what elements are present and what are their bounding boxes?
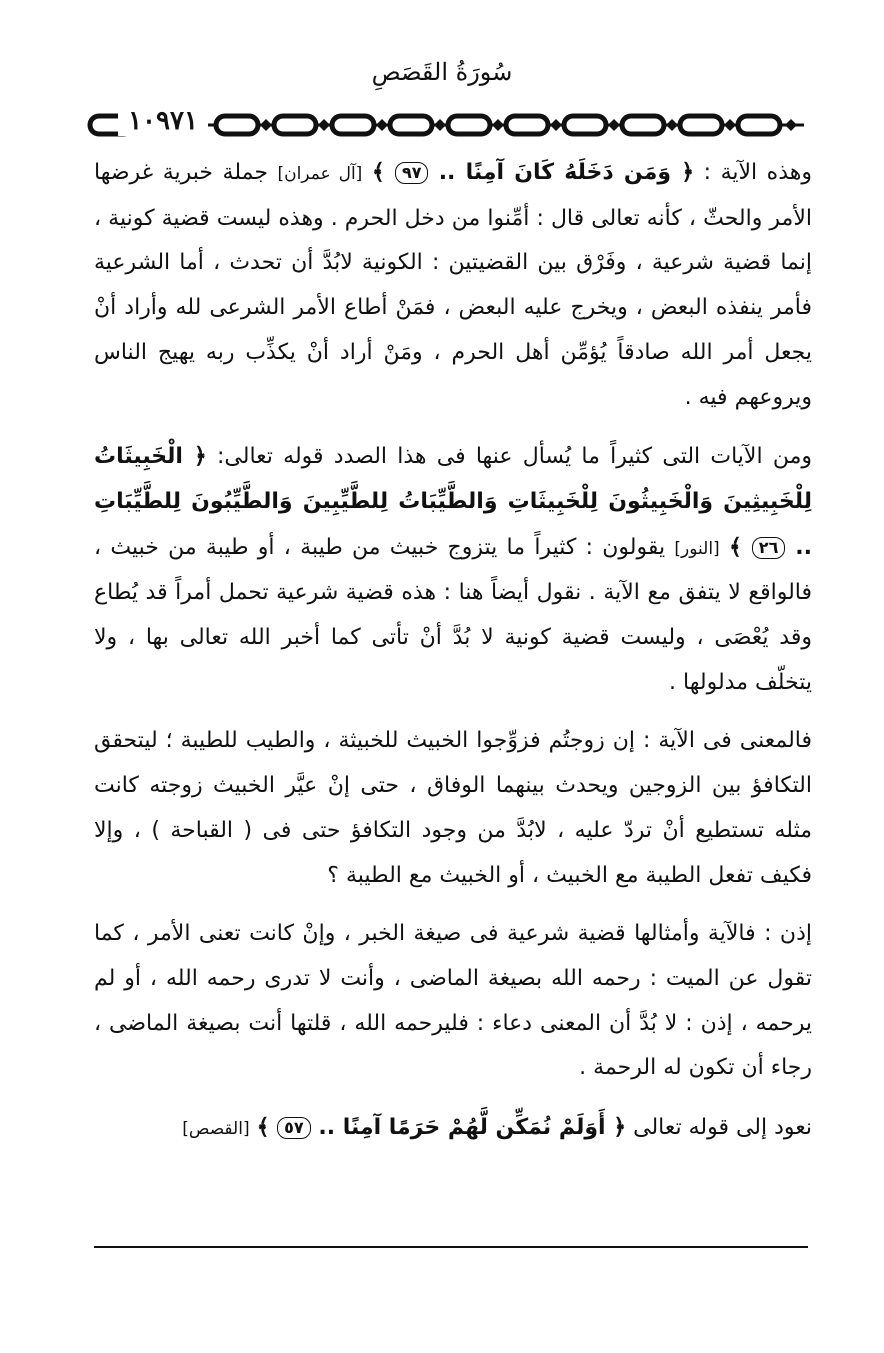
surah-title: سُورَةُ القَصَصِ	[371, 58, 513, 86]
ayah-number-badge: ٢٦	[752, 537, 786, 559]
quran-verse	[257, 1115, 627, 1140]
ayah-number-badge: ٩٧	[395, 162, 429, 184]
page-number: ١٠٩٧١	[118, 106, 208, 136]
paragraph-1	[94, 150, 812, 420]
ornate-bracket-open: ﴿	[193, 443, 207, 470]
main-text	[94, 150, 812, 1152]
verse-source: [النور]	[674, 538, 720, 559]
paragraph-4: إذن : فالآية وأمثالها قضية شرعية فى صيغة الخبر ، وإنْ كانت تعنى الأمر ، كما تقول عن الميت : رحمه الله بصيغة الماضى ، وأنت لا تدرى رحمه الله ، أو لم يرحمه ، إذن : لا بُدَّ أن المعنى دعاء : فليرحمه الله ، قلتها أنت بصيغة الماضى ، رجاء أن تكون له الرحمة .	[94, 921, 812, 1081]
ornate-bracket-open: ﴿	[613, 1114, 627, 1141]
text: جملة خبرية غرضها الأمر والحثّ ، كأنه تعالى قال : أمِّنوا من دخل الحرم . وهذه ليست قضية كونية ، إنما قضية شرعية ، وفَرْق بين القضيتين : الكونية لابُدَّ أن تحدث ، أما الشرعية فأمر ينفذه البعض ، ويخرج عليه البعض ، فمَنْ أطاع الأمر الشرعى لله وأراد أنْ يجعل أمر الله صادقاً يُؤمِّن أهل الحرم ، ومَنْ أراد أنْ يكذِّب ربه يهيج الناس ويروعهم فيه .	[94, 160, 812, 410]
ornate-bracket-close: ﴾	[256, 1114, 270, 1141]
paragraph-3: فالمعنى فى الآية : إن زوجتُم فزوِّجوا الخبيث للخبيثة ، والطيب للطيبة ؛ ليتحقق التكافؤ بين الزوجين ويحدث بينهما الوفاق ، حتى إنْ عيَّر الخبيث زوجته كانت مثله تستطيع أنْ تردّ عليه ، لابُدَّ من وجود التكافؤ حتى فى ( القباحة ) ، وإلا فكيف تفعل الطيبة مع الخبيث ، أو الخبيث مع الطيبة ؟	[94, 728, 812, 888]
verse-text: وَمَن دَخَلَهُ كَانَ آمِنًا ..	[438, 160, 671, 185]
paragraph-5	[94, 1105, 812, 1152]
quran-verse	[372, 160, 694, 185]
ayah-number-badge: ٥٧	[277, 1117, 311, 1139]
ornate-bracket-close: ﴾	[371, 159, 385, 185]
verse-source: [القصص]	[182, 1119, 250, 1140]
text: يقولون : كثيراً ما يتزوج خبيث من طيبة ، أو طيبة من خبيث ، فالواقع لا يتفق مع الآية . نقول أيضاً هنا : هذه قضية شرعية تحمل أمراً قد يُطاع وقد يُعْصَى ، وليست قضية كونية لا بُدَّ أنْ تأتى كما أخبر الله تعالى بها ، ولا يتخلّف مدلولها .	[94, 534, 812, 695]
verse-source: [آل عمران]	[277, 164, 363, 184]
text: نعود إلى قوله تعالى	[626, 1115, 812, 1141]
verse-text: الْخَبِيثَاتُ لِلْخَبِيثِينَ وَالْخَبِيثُونَ لِلْخَبِيثَاتِ وَالطَّيِّبَاتُ لِلطَّيِّبِينَ وَالطَّيِّبُونَ لِلطَّيِّبَاتِ ..	[94, 444, 812, 560]
footer-divider	[94, 1246, 808, 1248]
verse-text: أَوَلَمْ نُمَكِّن لَّهُمْ حَرَمًا آمِنًا ..	[318, 1115, 606, 1141]
ornate-bracket-close: ﴾	[728, 533, 742, 560]
text: وهذه الآية :	[694, 160, 812, 185]
ornate-bracket-open: ﴿	[681, 159, 695, 185]
text: ومن الآيات التى كثيراً ما يُسأل عنها فى هذا الصدد قوله تعالى:	[206, 444, 812, 470]
paragraph-2	[94, 434, 812, 705]
